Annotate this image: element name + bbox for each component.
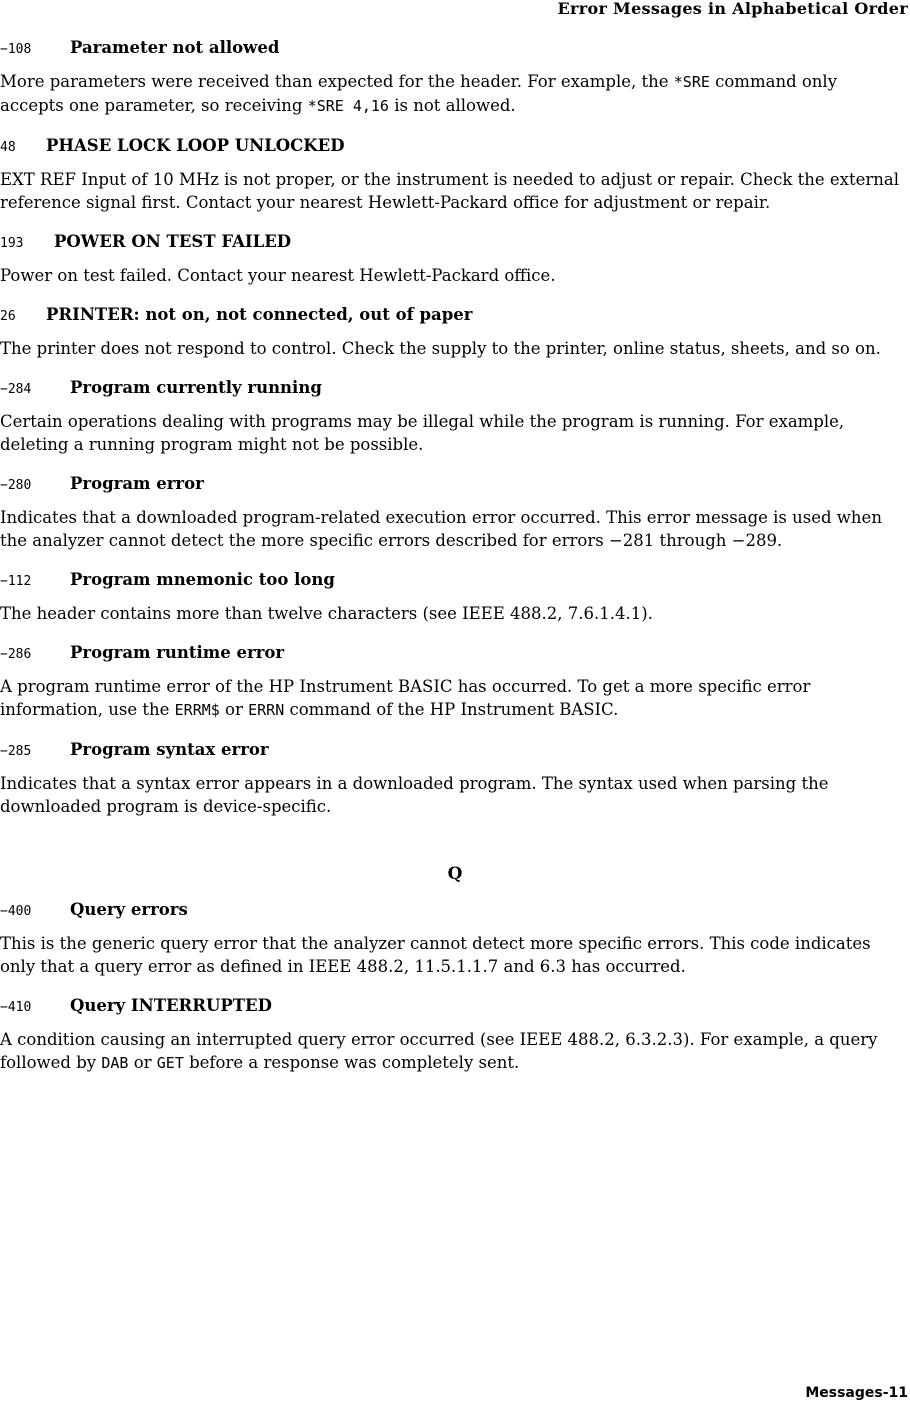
error-entry-header [0, 378, 910, 400]
error-description [0, 410, 905, 456]
description-text: Certain operations dealing with programs may be illegal while the program is running. For example, deleting a running program might not be possible. [0, 412, 845, 454]
error-description [0, 1028, 905, 1075]
error-code: 26 [0, 309, 16, 324]
description-text: or [128, 1053, 157, 1072]
error-code: −410 [0, 1000, 32, 1015]
error-description [0, 506, 905, 552]
error-entry-header [0, 305, 910, 327]
error-title: Query INTERRUPTED [70, 996, 272, 1015]
error-title: Program syntax error [70, 740, 269, 759]
error-entry [0, 474, 910, 552]
error-entry [0, 740, 910, 818]
error-code: 193 [0, 236, 24, 251]
error-entry-header [0, 643, 910, 665]
error-description [0, 168, 905, 214]
command-keyword: DAB [101, 1054, 129, 1072]
error-title: PHASE LOCK LOOP UNLOCKED [46, 136, 345, 155]
command-keyword: ERRN [248, 701, 285, 719]
error-entry [0, 136, 910, 214]
running-header-title: Error Messages in Alphabetical Order [557, 0, 908, 18]
error-code: 48 [0, 140, 16, 155]
entries-p-group [0, 38, 910, 818]
error-entry-header [0, 996, 910, 1018]
command-keyword: *SRE 4,16 [307, 97, 389, 115]
error-description [0, 772, 905, 818]
error-description [0, 932, 905, 978]
error-entry-header [0, 232, 910, 254]
description-text: A program runtime error of the HP Instrument BASIC has occurred. To get a more specific error information, use the [0, 677, 811, 719]
description-text: is not allowed. [388, 96, 516, 115]
error-code: −285 [0, 744, 32, 759]
description-text: A condition causing an interrupted query error occurred (see IEEE 488.2, 6.3.2.3). For example, a query followed by [0, 1030, 878, 1072]
error-code: −284 [0, 382, 32, 397]
error-entry [0, 643, 910, 722]
command-keyword: *SRE [673, 73, 710, 91]
error-entry [0, 996, 910, 1075]
error-description [0, 70, 905, 118]
command-keyword: ERRM$ [174, 701, 220, 719]
command-keyword: GET [156, 1054, 184, 1072]
error-title: POWER ON TEST FAILED [54, 232, 292, 251]
error-title: PRINTER: not on, not connected, out of paper [46, 305, 473, 324]
description-text: before a response was completely sent. [183, 1053, 520, 1072]
error-code: −108 [0, 42, 32, 57]
description-text: The printer does not respond to control. Check the supply to the printer, online status, sheets, and so on. [0, 339, 881, 358]
description-text: This is the generic query error that the analyzer cannot detect more specific errors. This code indicates only that a query error as defined in IEEE 488.2, 11.5.1.1.7 and 6.3 has occurred. [0, 934, 871, 976]
error-entry-header [0, 474, 910, 496]
error-title: Parameter not allowed [70, 38, 280, 57]
description-text: Indicates that a syntax error appears in a downloaded program. The syntax used when parsing the downloaded program is device-specific. [0, 774, 829, 816]
description-text: command of the HP Instrument BASIC. [284, 700, 619, 719]
description-text: The header contains more than twelve characters (see IEEE 488.2, 7.6.1.4.1). [0, 604, 653, 623]
error-code: −400 [0, 904, 32, 919]
error-code: −112 [0, 574, 32, 589]
error-title: Program runtime error [70, 643, 285, 662]
error-description [0, 675, 905, 722]
page-number: Messages-11 [805, 1385, 908, 1401]
error-title: Program currently running [70, 378, 322, 397]
error-message-list [0, 38, 910, 1093]
error-entry [0, 305, 910, 360]
error-title: Program mnemonic too long [70, 570, 335, 589]
description-text: EXT REF Input of 10 MHz is not proper, or the instrument is needed to adjust or repair. Check the external reference signal first. Contact your nearest Hewlett-Packard office for adjustment or repair. [0, 170, 900, 212]
error-entry-header [0, 740, 910, 762]
error-description [0, 602, 905, 625]
description-text: More parameters were received than expected for the header. For example, the [0, 72, 674, 91]
description-text: Power on test failed. Contact your nearest Hewlett-Packard office. [0, 266, 556, 285]
entries-q-group [0, 900, 910, 1075]
error-description [0, 337, 905, 360]
error-entry [0, 38, 910, 118]
error-entry-header [0, 136, 910, 158]
description-text: or [219, 700, 249, 719]
error-entry-header [0, 570, 910, 592]
description-text: Indicates that a downloaded program-related execution error occurred. This error message is used when the analyzer cannot detect the more specific errors described for errors −281 through −289. [0, 508, 882, 550]
error-title: Program error [70, 474, 204, 493]
error-code: −280 [0, 478, 32, 493]
error-entry [0, 232, 910, 287]
description-text: command only accepts one parameter, so receiving [0, 72, 838, 115]
error-entry [0, 570, 910, 625]
error-description [0, 264, 905, 287]
error-entry-header [0, 38, 910, 60]
error-entry [0, 378, 910, 456]
error-title: Query errors [70, 900, 188, 919]
error-entry-header [0, 900, 910, 922]
error-code: −286 [0, 647, 32, 662]
error-entry [0, 900, 910, 978]
section-letter-q: Q [447, 864, 463, 884]
